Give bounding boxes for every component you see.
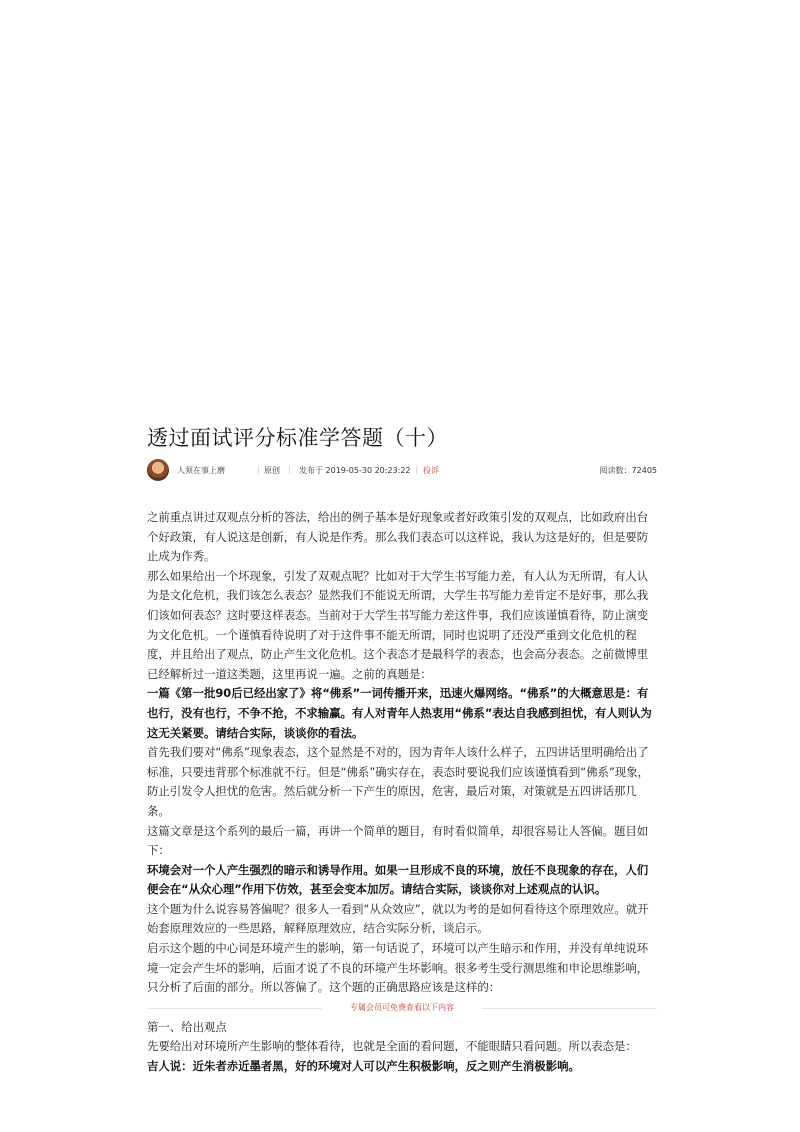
paragraph: 之前重点讲过双观点分析的答法，给出的例子基本是好现象或者好政策引发的双观点，比如政府出台个好政策，有人说这是创新，有人说是作秀。那么我们表态可以这样说，我认为这是好的，但是要防止成为作秀。: [147, 510, 649, 564]
meta-separator: |: [288, 465, 291, 474]
paragraph: 这个题为什么说容易答偏呢？很多人一看到“从众效应”，就以为考的是如何看待这个原理效应。就开始套原理效应的一些思路，解释原理效应，结合实际分析，谈启示。: [147, 901, 649, 936]
article-meta: [147, 458, 657, 482]
article-body: [147, 508, 657, 1077]
publish-time: 发布于 2019-05-30 20:23:22: [299, 466, 411, 475]
article-title: 透过面试评分标准学答题（十）: [147, 426, 448, 450]
paywall-cover: [0, 1094, 800, 1132]
read-count: 阅读数：72405: [599, 466, 657, 475]
paragraph: 首先我们要对“佛系”现象表态，这个显然是不对的，因为青年人该什么样子，五四讲话里明确给出了标准，只要违背那个标准就不行。但是“佛系”确实存在，表态时要说我们应该谨慎看到“佛系”现象，防止引发令人担忧的危害。然后就分析一下产生的原因，危害，最后对策，对策就是五四讲话那几条。: [147, 745, 650, 818]
section-heading: 第一、给出观点: [147, 1019, 227, 1034]
author-avatar[interactable]: [147, 459, 169, 481]
paragraph: 先要给出对环境所产生影响的整体看待，也就是全面的看问题，不能眼睛只看问题。所以表态是：: [147, 1039, 637, 1054]
member-notice[interactable]: 专属会员可免费查看以下内容: [147, 998, 657, 1018]
original-badge: 原创: [264, 466, 280, 475]
article: [147, 422, 657, 1077]
paragraph: 吉人说：近朱者赤近墨者黑，好的环境对人可以产生积极影响，反之则产生消极影响。: [147, 1059, 580, 1074]
author-name[interactable]: 人须在事上磨: [177, 466, 225, 475]
question-paragraph: 环境会对一个人产生强烈的暗示和诱导作用。如果一旦形成不良的环境，放任不良现象的存在，人们便会在“从众心理”作用下仿效，甚至会变本加厉。请结合实际，谈谈你对上述观点的认识。: [147, 862, 649, 897]
question-paragraph: 一篇《第一批90后已经出家了》将“佛系”一词传播开来，迅速火爆网络。“佛系”的大概意思是：有也行，没有也行，不争不抢，不求输赢。有人对青年人热衷用“佛系”表达自我感到担忧，有人则认为这无关紧要。请结合实际，谈谈你的看法。: [147, 686, 652, 740]
meta-separator: |: [415, 465, 418, 474]
report-link[interactable]: 投诉: [423, 466, 439, 475]
paragraph: 这篇文章是这个系列的最后一篇，再讲一个简单的题目，有时看似简单，却很容易让人答偏。题目如下：: [147, 823, 649, 858]
paragraph: 那么如果给出一个坏现象，引发了双观点呢？比如对于大学生书写能力差，有人认为无所谓，有人认为是文化危机，我们该怎么表态？显然我们不能说无所谓，大学生书写能力差肯定不是好事，那么我们该如何表态？这时要这样表态。当前对于大学生书写能力差这件事，我们应该谨慎看待，防止演变为文化危机。一个谨慎看待说明了对于这件事不能无所谓，同时也说明了还没严重到文化危机的程度，并且给出了观点，防止产生文化危机。这个表态才是最科学的表态，也会高分表态。之前微博里已经解析过一道这类题，这里再说一遍。之前的真题是：: [147, 568, 649, 681]
paragraph: 启示这个题的中心词是环境产生的影响，第一句话说了，环境可以产生暗示和作用，并没有单纯说环境一定会产生坏的影响，后面才说了不良的环境产生坏影响。很多考生受行测思维和申论思维影响，只分析了后面的部分。所以答偏了。这个题的正确思路应该是这样的：: [147, 941, 649, 995]
meta-separator: |: [257, 465, 260, 474]
